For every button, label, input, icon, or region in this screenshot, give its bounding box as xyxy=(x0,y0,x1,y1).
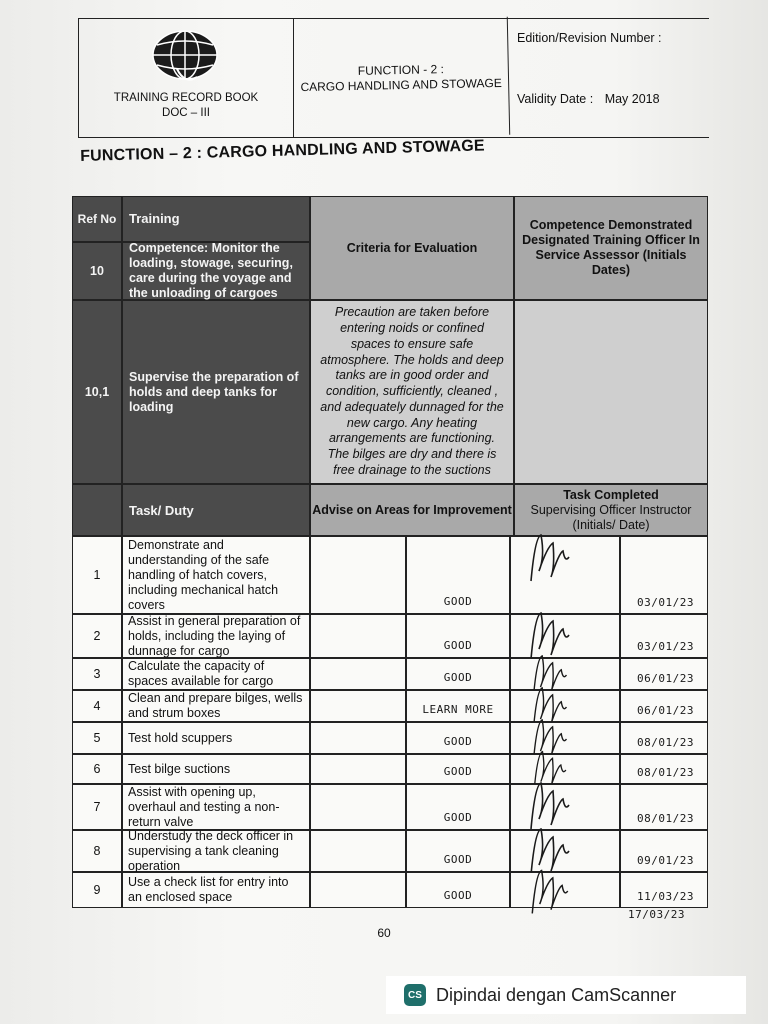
task-row-description: Assist with opening up, overhaul and testing a non-return valve xyxy=(122,784,310,830)
task-row-advice-cell xyxy=(406,614,510,658)
task-row-date: 06/01/23 xyxy=(637,704,694,717)
task-row-advice: GOOD xyxy=(443,811,473,824)
task-row-advice: GOOD xyxy=(443,853,473,866)
task-row-number: 8 xyxy=(72,830,122,872)
doc-code: DOC – III xyxy=(162,107,210,119)
advise-header: Advise on Areas for Improvement xyxy=(310,484,514,536)
task-row-number: 4 xyxy=(72,690,122,722)
criteria-text: Precaution are taken before entering noids or confined spaces to ensure safe atmosphere. The holds and deep tanks are in good order and condition, sufficiently, cleaned , and adequately dunnaged for the new cargo. Any heating arrangements are functioning. The bilges are dry and there is free drainage to the suctions xyxy=(310,300,514,484)
doc-title: TRAINING RECORD BOOK xyxy=(113,92,259,104)
function-line-2: CARGO HANDLING AND STOWAGE xyxy=(300,75,502,95)
task-row-advice-cell xyxy=(406,658,510,690)
task-completed-label: Task Completed xyxy=(563,487,659,502)
task-row-date-cell xyxy=(620,754,708,784)
task-row-date-cell xyxy=(620,690,708,722)
sub-competence-text: Supervise the preparation of holds and deep tanks for loading xyxy=(122,300,310,484)
validity-value: May 2018 xyxy=(604,92,660,106)
page-number: 60 xyxy=(377,926,391,940)
document-header xyxy=(78,18,709,138)
task-row-advice-cell xyxy=(406,872,510,908)
task-row-advice: LEARN MORE xyxy=(422,703,494,716)
task-duty-header: Task/ Duty xyxy=(122,484,310,536)
task-row-advice: GOOD xyxy=(443,671,473,684)
training-header: Training xyxy=(122,196,310,242)
function-line-1: FUNCTION - 2 : xyxy=(357,62,444,78)
signature-icon xyxy=(525,863,575,919)
task-row-signature-cell xyxy=(510,536,620,614)
task-row-number: 2 xyxy=(72,614,122,658)
task-row-advice-cell xyxy=(406,536,510,614)
task-row-advice: GOOD xyxy=(443,889,473,902)
task-row-date: 08/01/23 xyxy=(637,812,694,825)
competence-text: Competence: Monitor the loading, stowage, securing, care during the voyage and the unloading of cargoes xyxy=(122,242,310,300)
task-row-number: 9 xyxy=(72,872,122,908)
task-row-date-cell xyxy=(620,536,708,614)
task-row-date: 08/01/23 xyxy=(637,736,694,749)
header-left-cell xyxy=(79,19,294,137)
task-row-advice-cell xyxy=(406,722,510,754)
task-row-description: Understudy the deck officer in supervising a tank cleaning operation xyxy=(122,830,310,872)
task-row-date: 08/01/23 xyxy=(637,766,694,779)
edition-label: Edition/Revision Number : xyxy=(517,31,662,45)
extra-date: 17/03/23 xyxy=(628,908,685,921)
validity-row xyxy=(517,92,660,106)
task-row-advice-blank xyxy=(310,872,406,908)
task-row-advice-blank xyxy=(310,754,406,784)
task-row-date: 06/01/23 xyxy=(637,672,694,685)
task-row-description: Demonstrate and understanding of the safe handling of hatch covers, including mechanical hatch covers xyxy=(122,536,310,614)
task-row-advice-blank xyxy=(310,830,406,872)
task-row-number: 5 xyxy=(72,722,122,754)
task-row-advice: GOOD xyxy=(443,765,473,778)
task-row-advice: GOOD xyxy=(443,595,473,608)
task-row-description: Calculate the capacity of spaces available for cargo xyxy=(122,658,310,690)
competence-assessor-cell xyxy=(514,300,708,484)
task-row-description: Assist in general preparation of holds, including the laying of dunnage for cargo xyxy=(122,614,310,658)
camscanner-watermark xyxy=(386,976,746,1014)
task-row-advice: GOOD xyxy=(443,639,473,652)
task-row-advice-blank xyxy=(310,722,406,754)
task-row-description: Test bilge suctions xyxy=(122,754,310,784)
task-row-number: 3 xyxy=(72,658,122,690)
header-function-cell xyxy=(293,17,510,139)
competence-demonstrated-header: Competence Demonstrated Designated Training Officer In Service Assessor (Initials Dates) xyxy=(514,196,708,300)
task-row-date-cell xyxy=(620,658,708,690)
task-row-advice-blank xyxy=(310,784,406,830)
task-row-date-cell xyxy=(620,830,708,872)
task-row-date: 09/01/23 xyxy=(637,854,694,867)
task-row-date-cell xyxy=(620,872,708,908)
signature-icon xyxy=(525,527,575,587)
task-row-advice: GOOD xyxy=(443,735,473,748)
camscanner-logo-icon: CS xyxy=(404,984,426,1006)
task-row-advice-blank xyxy=(310,614,406,658)
task-no-header-cell xyxy=(72,484,122,536)
task-row-date-cell xyxy=(620,722,708,754)
section-title: FUNCTION – 2 : CARGO HANDLING AND STOWAGE xyxy=(80,137,485,165)
ref-no-header: Ref No xyxy=(72,196,122,242)
task-row-advice-blank xyxy=(310,690,406,722)
task-row-date: 03/01/23 xyxy=(637,596,694,609)
header-revision-cell xyxy=(509,19,709,137)
task-row-advice-blank xyxy=(310,658,406,690)
sub-competence-ref: 10,1 xyxy=(72,300,122,484)
task-row-number: 7 xyxy=(72,784,122,830)
supervising-officer-label: Supervising Officer Instructor (Initials/ Date) xyxy=(530,502,692,532)
task-row-advice-cell xyxy=(406,784,510,830)
task-row-date: 03/01/23 xyxy=(637,640,694,653)
camscanner-text: Dipindai dengan CamScanner xyxy=(436,984,677,1005)
task-row-advice-cell xyxy=(406,690,510,722)
task-row-description: Test hold scuppers xyxy=(122,722,310,754)
header-doc-title-block xyxy=(79,91,293,121)
task-row-description: Clean and prepare bilges, wells and strum boxes xyxy=(122,690,310,722)
task-row-advice-cell xyxy=(406,830,510,872)
validity-label: Validity Date : xyxy=(517,92,594,106)
task-row-date-cell xyxy=(620,784,708,830)
task-row-number: 6 xyxy=(72,754,122,784)
competence-ref: 10 xyxy=(72,242,122,300)
task-row-advice-cell xyxy=(406,754,510,784)
task-row-description: Use a check list for entry into an enclosed space xyxy=(122,872,310,908)
globe-logo-icon xyxy=(147,25,223,85)
task-row-signature-cell xyxy=(510,872,620,908)
task-row-date: 11/03/23 xyxy=(637,890,694,903)
criteria-header: Criteria for Evaluation xyxy=(310,196,514,300)
task-row-date-cell xyxy=(620,614,708,658)
task-row-advice-blank xyxy=(310,536,406,614)
task-row-number: 1 xyxy=(72,536,122,614)
